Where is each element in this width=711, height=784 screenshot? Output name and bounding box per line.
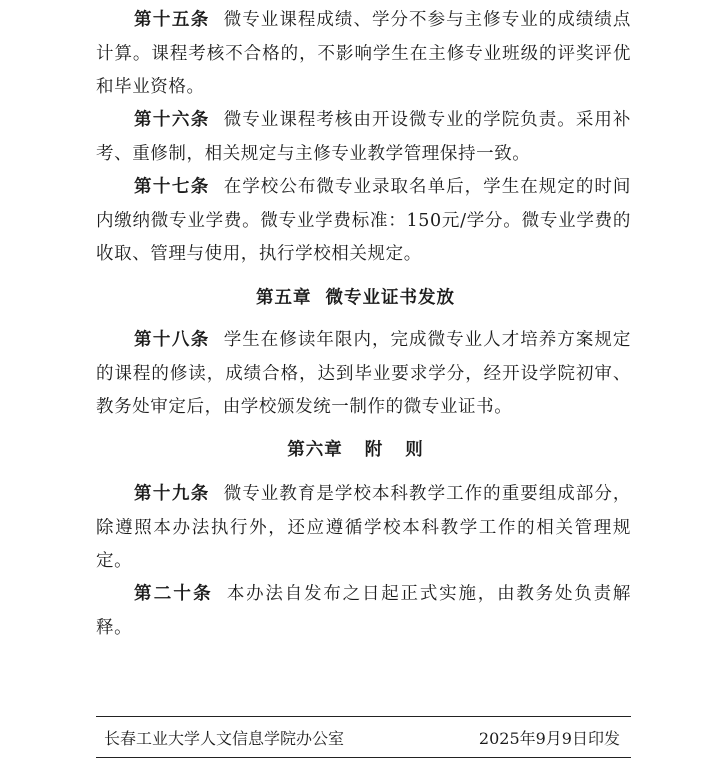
footer-date: 2025年9月9日印发: [478, 729, 620, 748]
article-20-number: 第二十条: [134, 584, 213, 604]
article-15-number: 第十五条: [134, 10, 210, 30]
chapter-6-heading: [0, 437, 711, 463]
article-20-text: 本办法自发布之日起正式实施，由教务处负责解释。: [96, 584, 632, 638]
chapter-5-title: 微专业证书发放: [325, 288, 455, 308]
article-15: [96, 4, 631, 105]
footer-top-rule: [96, 716, 631, 717]
footer-line: [104, 728, 620, 750]
article-18-text: 学生在修读年限内，完成微专业人才培养方案规定的课程的修读，成绩合格，达到毕业要求学分，经开设学院初审、教务处审定后，由学校颁发统一制作的微专业证书。: [96, 330, 632, 417]
article-18-number: 第十八条: [134, 330, 210, 350]
chapter-6-title-b: 则: [405, 440, 424, 460]
article-17: [96, 171, 631, 272]
chapter-6-title-a: 附: [364, 440, 384, 460]
article-20: [96, 578, 631, 645]
article-17-number: 第十七条: [134, 177, 210, 197]
chapter-6-number: 第六章: [287, 440, 343, 460]
article-19-text: 微专业教育是学校本科教学工作的重要组成部分，除遵照本办法执行外，还应遵循学校本科教学工作的相关管理规定。: [96, 484, 632, 571]
footer-bottom-rule: [96, 757, 631, 758]
article-17-text: 在学校公布微专业录取名单后，学生在规定的时间内缴纳微专业学费。微专业学费标准：150元/学分。微专业学费的收取、管理与使用，执行学校相关规定。: [96, 177, 632, 264]
article-16-text: 微专业课程考核由开设微专业的学院负责。采用补考、重修制，相关规定与主修专业教学管理保持一致。: [96, 110, 632, 164]
article-16-number: 第十六条: [134, 110, 210, 130]
footer-issuer: 长春工业大学人文信息学院办公室: [104, 729, 345, 748]
article-15-text: 微专业课程成绩、学分不参与主修专业的成绩绩点计算。课程考核不合格的，不影响学生在主修专业班级的评奖评优和毕业资格。: [96, 10, 632, 97]
article-16: [96, 104, 631, 171]
chapter-5-number: 第五章: [256, 288, 312, 308]
article-19: [96, 478, 631, 579]
chapter-5-heading: [0, 285, 711, 311]
article-19-number: 第十九条: [134, 484, 210, 504]
article-18: [96, 324, 631, 425]
